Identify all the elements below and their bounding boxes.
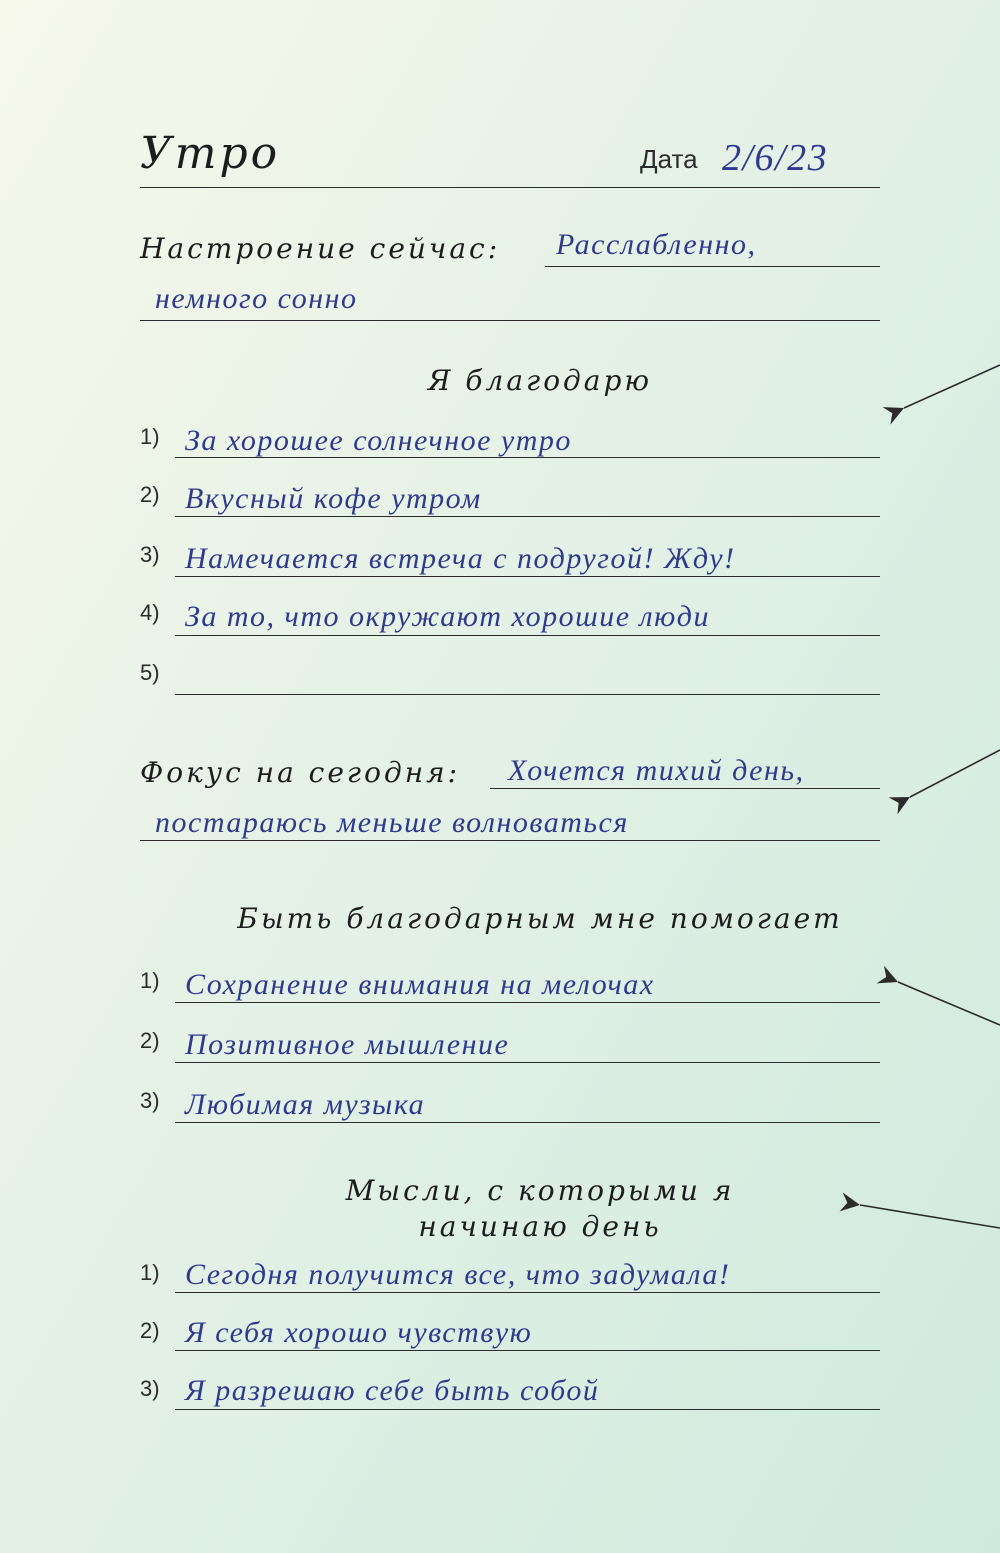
gratitude-entry-1[interactable]: За хорошее солнечное утро: [185, 424, 572, 457]
arrow-icon-thoughts: [860, 1205, 1000, 1228]
thoughts-num-3: 3): [140, 1376, 160, 1401]
date-value: 2/6/23: [722, 137, 829, 179]
arrow-icon-gratitude: [904, 365, 1000, 408]
thoughts-heading-line1: Мысли, с которыми я: [345, 1174, 735, 1207]
gratitude-heading: Я благодарю: [427, 364, 653, 397]
helps-entry-1[interactable]: Сохранение внимания на мелочах: [185, 968, 655, 1001]
thoughts-num-2: 2): [140, 1318, 160, 1343]
helps-num-2: 2): [140, 1028, 160, 1053]
gratitude-entry-4[interactable]: За то, что окружают хорошие люди: [185, 600, 710, 633]
gratitude-num-3: 3): [140, 542, 160, 567]
focus-entry-line2[interactable]: постараюсь меньше волноваться: [155, 806, 629, 839]
mood-label: Настроение сейчас:: [140, 232, 501, 265]
thoughts-entry-1[interactable]: Сегодня получится все, что задумала!: [185, 1258, 731, 1291]
thoughts-entry-2[interactable]: Я себя хорошо чувствую: [185, 1316, 533, 1349]
helps-entry-2[interactable]: Позитивное мышление: [185, 1028, 510, 1061]
page-title: Утро: [140, 128, 281, 179]
arrow-icon-helps: [898, 982, 1000, 1025]
mood-entry-line2[interactable]: немного сонно: [155, 282, 358, 315]
gratitude-entry-2[interactable]: Вкусный кофе утром: [185, 482, 482, 515]
thoughts-num-1: 1): [140, 1260, 160, 1285]
focus-entry-line1[interactable]: Хочется тихий день,: [508, 754, 805, 787]
gratitude-entry-3[interactable]: Намечается встреча с подругой! Жду!: [185, 542, 736, 575]
gratitude-num-5: 5): [140, 660, 160, 685]
thoughts-heading-line2: начинаю день: [418, 1210, 662, 1243]
gratitude-num-1: 1): [140, 424, 160, 449]
arrow-icon-focus: [910, 750, 1000, 797]
helps-entry-3[interactable]: Любимая музыка: [185, 1088, 426, 1121]
date-label: Дата: [640, 144, 698, 174]
mood-entry-line1[interactable]: Расслабленно,: [556, 228, 757, 261]
helps-num-1: 1): [140, 968, 160, 993]
helps-num-3: 3): [140, 1088, 160, 1113]
focus-label: Фокус на сегодня:: [140, 756, 461, 789]
helps-heading: Быть благодарным мне помогает: [237, 902, 843, 935]
gratitude-num-2: 2): [140, 482, 160, 507]
thoughts-entry-3[interactable]: Я разрешаю себе быть собой: [185, 1374, 600, 1407]
gratitude-num-4: 4): [140, 600, 160, 625]
